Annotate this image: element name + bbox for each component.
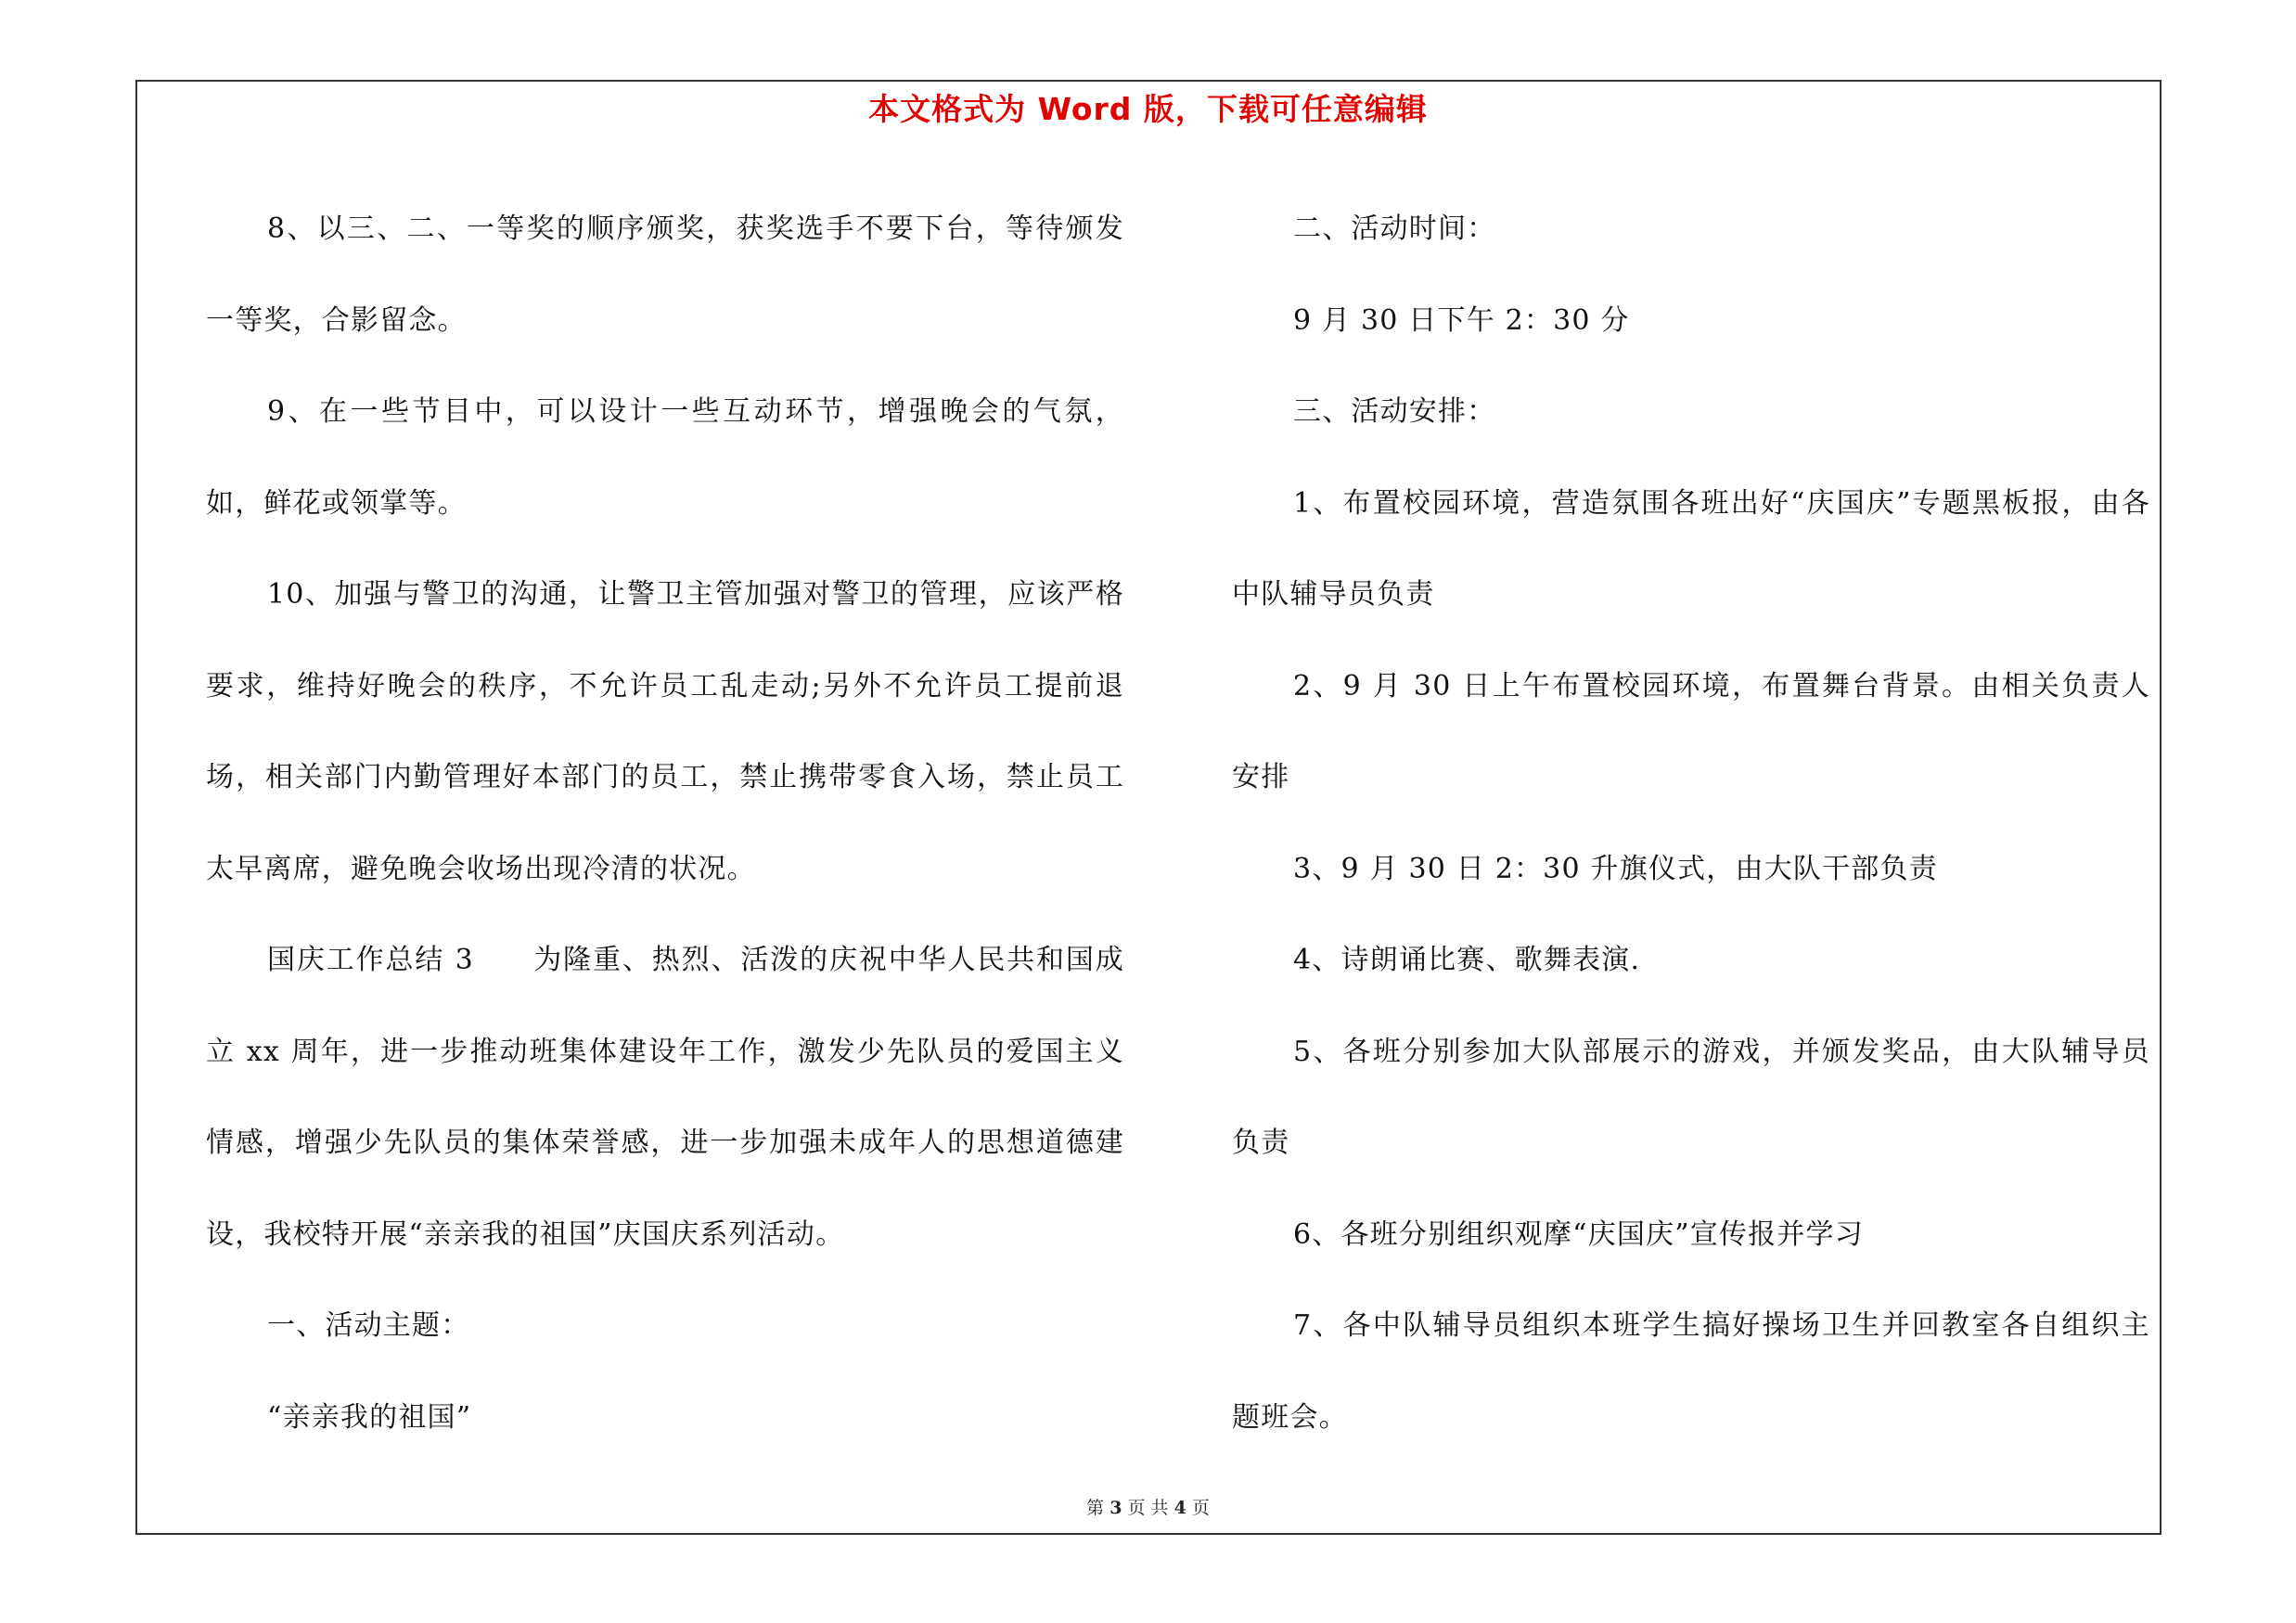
- heading-activity-time: 二、活动时间：: [1293, 213, 1496, 245]
- footer-prefix: 第: [1086, 1498, 1105, 1518]
- footer-suffix: 页: [1191, 1498, 1210, 1518]
- paragraph-activity-time: 9 月 30 日下午 2：30 分: [1293, 303, 1630, 337]
- arrangement-item-7: 7、各中队辅导员组织本班学生搞好操场卫生并回教室各自组织主题班会。: [1232, 1309, 2150, 1434]
- arrangement-item-3: 3、9 月 30 日 2：30 升旗仪式，由大队干部负责: [1293, 852, 1938, 885]
- heading-activity-theme: 一、活动主题：: [267, 1309, 470, 1342]
- heading-activity-arrangement: 三、活动安排：: [1293, 395, 1496, 428]
- current-page-number: 3: [1110, 1498, 1122, 1518]
- footer-middle: 页 共: [1127, 1498, 1169, 1518]
- arrangement-item-6: 6、各班分别组织观摩“庆国庆”宣传报并学习: [1293, 1217, 1864, 1251]
- format-notice-banner: 本文格式为 Word 版，下载可任意编辑: [868, 91, 1428, 127]
- arrangement-item-5: 5、各班分别参加大队部展示的游戏，并颁发奖品，由大队辅导员负责: [1232, 1035, 2150, 1159]
- paragraph-interaction: 9、在一些节目中，可以设计一些互动环节，增强晚会的气氛，如，鲜花或领掌等。: [206, 395, 1124, 520]
- paragraph-security: 10、加强与警卫的沟通，让警卫主管加强对警卫的管理，应该严格要求，维持好晚会的秩序，不允许员工乱走动;另外不允许员工提前退场，相关部门内勤管理好本部门的员工，禁止携带零食入场，禁止员工太早离席，避免晚会收场出现冷清的状况。: [206, 578, 1124, 885]
- total-page-number: 4: [1174, 1498, 1186, 1518]
- left-column: [206, 184, 1124, 1463]
- right-column: [1232, 184, 2150, 1463]
- arrangement-item-2: 2、9 月 30 日上午布置校园环境，布置舞台背景。由相关负责人安排: [1232, 669, 2150, 793]
- arrangement-item-1: 1、布置校园环境，营造氛围各班出好“庆国庆”专题黑板报，由各中队辅导员负责: [1232, 486, 2150, 611]
- paragraph-award-order: 8、以三、二、一等奖的顺序颁奖，获奖选手不要下台，等待颁发一等奖，合影留念。: [206, 213, 1124, 337]
- paragraph-theme-title: “亲亲我的祖国”: [267, 1400, 472, 1434]
- page-number-footer: [0, 1496, 2296, 1520]
- arrangement-item-4: 4、诗朗诵比赛、歌舞表演.: [1293, 944, 1641, 976]
- paragraph-summary-intro: 国庆工作总结 3 为隆重、热烈、活泼的庆祝中华人民共和国成立 xx 周年，进一步推动班集体建设年工作，激发少先队员的爱国主义情感，增强少先队员的集体荣誉感，进一步加强未成年人的思想道德建设，我校特开展“亲亲我的祖国”庆国庆系列活动。: [206, 944, 1124, 1251]
